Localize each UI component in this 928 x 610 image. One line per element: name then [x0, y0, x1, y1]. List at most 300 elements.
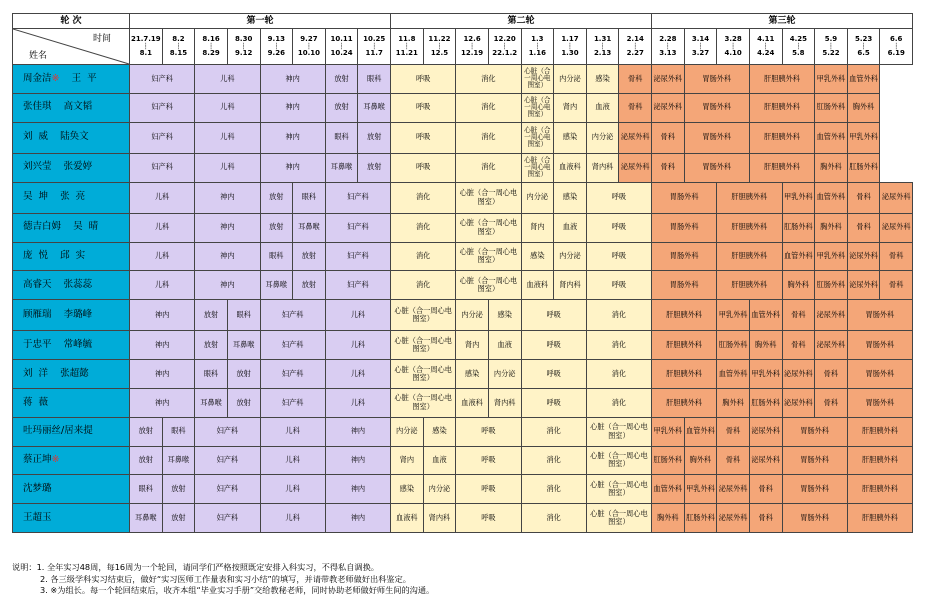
rotation-cell: 胸外科 [749, 331, 782, 360]
rotation-cell: 神内 [325, 475, 390, 504]
student-rows [13, 65, 913, 533]
date-range-4 [227, 29, 260, 65]
rotation-cell: 放射 [358, 153, 391, 182]
rotation-cell: 妇产科 [260, 388, 325, 417]
rotation-cell: 骨科 [880, 271, 913, 300]
round-1-header: 第一轮 [130, 14, 391, 29]
rotation-cell: 感染 [423, 417, 456, 446]
name-gap [52, 309, 64, 320]
round-3-header: 第三轮 [652, 14, 913, 29]
rotation-cell: 消化 [391, 271, 456, 300]
rotation-cell: 妇产科 [195, 446, 260, 475]
name-gap [52, 161, 64, 172]
rotation-cell: 呼吸 [521, 388, 586, 417]
rotation-cell: 眼科 [260, 242, 293, 271]
student-name-cell [13, 122, 130, 153]
rotation-cell: 甲乳外科 [815, 242, 848, 271]
rotation-cell: 胃肠外科 [782, 446, 847, 475]
name-gap [48, 191, 60, 202]
date-start: 9.13 [267, 35, 285, 44]
rotation-cell: 儿科 [195, 153, 260, 182]
rotation-cell: 肝胆胰外科 [717, 271, 782, 300]
rotation-cell: 内分泌 [586, 122, 619, 153]
rotation-cell: 肛肠外科 [684, 504, 717, 533]
rotation-cell: 放射 [195, 300, 228, 331]
rotation-cell: 肛肠外科 [847, 153, 880, 182]
rotation-cell: 心脏（合一周心电图室） [521, 122, 554, 153]
student-name: 顾雁瑞 [23, 309, 52, 321]
rotation-cell: 血管外科 [684, 417, 717, 446]
rotation-cell: 神内 [195, 182, 260, 213]
rotation-cell: 妇产科 [195, 504, 260, 533]
student-row [13, 242, 913, 271]
rotation-cell: 感染 [521, 242, 554, 271]
date-start: 8.16 [202, 35, 220, 44]
rotation-cell: 肛肠外科 [815, 93, 848, 122]
rotation-cell: 眼科 [195, 360, 228, 389]
rotation-cell: 骨科 [619, 93, 652, 122]
student-name-cell [13, 242, 130, 271]
date-separator: ┆ [405, 42, 409, 50]
rotation-cell: 胸外科 [652, 504, 685, 533]
leader-mark: ※ [51, 454, 60, 466]
student-name: 周金洁 [23, 72, 52, 84]
rotation-cell: 骨科 [749, 504, 782, 533]
rotation-cell: 耳鼻喉 [358, 93, 391, 122]
rotation-cell: 妇产科 [130, 93, 195, 122]
rotation-cell: 呼吸 [391, 153, 456, 182]
rotation-cell: 泌尿外科 [619, 122, 652, 153]
rotation-cell: 肝胆胰外科 [847, 475, 912, 504]
rotation-cell: 血管外科 [652, 475, 685, 504]
student-name-cell [13, 182, 130, 213]
rotation-cell: 神内 [260, 65, 325, 94]
rotation-cell: 血管外科 [815, 182, 848, 213]
rotation-cell: 肾内科 [423, 504, 456, 533]
rotation-cell: 骨科 [847, 182, 880, 213]
rotation-cell: 骨科 [815, 360, 848, 389]
date-end: 12.5 [430, 48, 449, 57]
rotation-cell: 感染 [391, 475, 424, 504]
name-gap [48, 131, 60, 142]
student-row [13, 388, 913, 417]
rotation-cell: 心脏（合一周心电图室） [586, 417, 651, 446]
rotation-cell: 呼吸 [456, 504, 521, 533]
rotation-cell: 血液 [586, 93, 619, 122]
rotation-cell: 胃肠外科 [652, 242, 717, 271]
date-separator: ┆ [894, 42, 899, 50]
date-separator: ┆ [600, 42, 605, 50]
student-row [13, 182, 913, 213]
rotation-cell: 骨科 [847, 213, 880, 242]
rotation-cell: 心脏（合一周心电图室） [391, 360, 456, 389]
rotation-cell: 胃肠外科 [652, 271, 717, 300]
student-name-cell [13, 388, 130, 417]
rotation-cell: 胸外科 [684, 446, 717, 475]
rotation-cell: 妇产科 [325, 213, 390, 242]
rotation-cell: 呼吸 [391, 122, 456, 153]
name-gap [52, 339, 64, 350]
rotation-cell: 血管外科 [749, 300, 782, 331]
rotation-cell: 内分泌 [391, 417, 424, 446]
date-start: 5.23 [854, 35, 873, 44]
name-gap [61, 221, 73, 232]
date-range-8 [358, 29, 391, 65]
date-end: 22.1.2 [492, 48, 518, 57]
student-name: 于忠平 [23, 339, 52, 351]
rotation-cell: 肝胆胰外科 [717, 242, 782, 271]
student-name-2: 陆奂文 [60, 131, 89, 143]
date-start: 1.3 [531, 35, 544, 44]
rotation-cell: 心脏（合一周心电图室） [521, 153, 554, 182]
student-name-cell [13, 475, 130, 504]
rotation-cell: 眼科 [293, 182, 326, 213]
rotation-cell: 眼科 [162, 417, 195, 446]
date-start: 10.11 [330, 35, 353, 44]
student-row [13, 417, 913, 446]
date-start: 8.30 [235, 35, 253, 44]
student-name: 张佳琪 [23, 101, 52, 113]
student-name-cell [13, 300, 130, 331]
rotation-cell: 放射 [293, 242, 326, 271]
rotation-cell: 甲乳外科 [847, 122, 880, 153]
rotation-cell: 耳鼻喉 [162, 446, 195, 475]
rotation-cell: 放射 [325, 65, 358, 94]
date-header-row [13, 29, 913, 65]
date-separator: ┆ [470, 42, 474, 50]
rotation-cell: 内分泌 [521, 182, 554, 213]
rotation-cell: 肝胆胰外科 [652, 300, 717, 331]
rotation-cell: 泌尿外科 [880, 213, 913, 242]
rotation-cell: 儿科 [260, 417, 325, 446]
rotation-cell: 呼吸 [521, 360, 586, 389]
name-gap [48, 368, 60, 379]
rotation-cell: 泌尿外科 [652, 65, 685, 94]
rotation-cell: 肾内科 [554, 271, 587, 300]
rotation-cell: 胃肠外科 [782, 475, 847, 504]
date-start: 2.14 [626, 35, 644, 44]
rotation-cell: 神内 [195, 213, 260, 242]
rotation-cell: 消化 [586, 388, 651, 417]
rotation-cell: 放射 [227, 388, 260, 417]
round-2-header: 第二轮 [391, 14, 652, 29]
student-name-2: 张爱婷 [63, 161, 93, 173]
date-end: 8.15 [169, 48, 188, 57]
rotation-cell: 血液科 [554, 153, 587, 182]
rotation-cell: 骨科 [717, 446, 750, 475]
student-name-2: 张 亮 [60, 191, 86, 203]
rotation-cell: 妇产科 [195, 475, 260, 504]
rotation-cell: 血液科 [521, 271, 554, 300]
student-name-2: 李璐峰 [63, 309, 93, 321]
rotation-cell: 内分泌 [423, 475, 456, 504]
rotation-cell: 儿科 [130, 213, 195, 242]
rotation-cell: 肝胆胰外科 [717, 213, 782, 242]
rotation-cell: 消化 [456, 153, 521, 182]
date-start: 1.31 [593, 35, 612, 44]
date-end: 2.27 [626, 48, 644, 57]
corner-round-label: 轮 次 [13, 14, 130, 29]
rotation-cell: 妇产科 [130, 122, 195, 153]
date-end: 8.1 [139, 48, 153, 57]
rotation-cell: 肛肠外科 [652, 446, 685, 475]
date-range-5 [260, 29, 293, 65]
rotation-cell: 妇产科 [195, 417, 260, 446]
corner-cell [13, 29, 130, 65]
rotation-cell: 神内 [325, 417, 390, 446]
rotation-cell: 呼吸 [391, 93, 456, 122]
rotation-cell: 神内 [325, 446, 390, 475]
rotation-cell: 放射 [162, 504, 195, 533]
date-separator: ┆ [731, 42, 735, 50]
rotation-cell: 消化 [586, 331, 651, 360]
student-name: 沈梦璐 [23, 483, 52, 495]
rotation-cell: 泌尿外科 [717, 475, 750, 504]
name-gap [52, 279, 64, 290]
rotation-cell: 眼科 [358, 65, 391, 94]
rotation-cell: 消化 [456, 65, 521, 94]
student-name: 德吉白姆 [23, 221, 62, 233]
rotation-cell: 心脏（合一周心电图室） [521, 65, 554, 94]
rotation-cell: 内分泌 [554, 65, 587, 94]
date-separator: ┆ [209, 42, 213, 50]
rotation-cell: 泌尿外科 [782, 388, 815, 417]
date-end: 5.22 [822, 48, 840, 57]
rotation-cell: 神内 [130, 300, 195, 331]
rotation-cell: 儿科 [195, 65, 260, 94]
rotation-cell: 感染 [554, 182, 587, 213]
rotation-cell: 肛肠外科 [815, 271, 848, 300]
rotation-cell: 血管外科 [717, 360, 750, 389]
student-row [13, 122, 913, 153]
rotation-cell: 呼吸 [586, 213, 651, 242]
rotation-cell: 耳鼻喉 [293, 213, 326, 242]
rotation-cell: 耳鼻喉 [325, 153, 358, 182]
rotation-cell: 泌尿外科 [815, 300, 848, 331]
date-separator: ┆ [535, 42, 540, 50]
rotation-cell: 放射 [195, 331, 228, 360]
rotation-cell: 泌尿外科 [749, 417, 782, 446]
rotation-cell: 肛肠外科 [749, 388, 782, 417]
date-range-10 [423, 29, 456, 65]
rotation-cell: 呼吸 [586, 271, 651, 300]
rotation-cell: 神内 [260, 153, 325, 182]
rotation-cell: 放射 [130, 417, 163, 446]
rotation-cell: 消化 [391, 182, 456, 213]
student-name: 王超玉 [23, 511, 52, 523]
date-separator: ┆ [666, 42, 670, 50]
rotation-cell: 胃肠外科 [684, 93, 749, 122]
student-row [13, 93, 913, 122]
rotation-cell: 血管外科 [847, 65, 880, 94]
rotation-cell: 放射 [260, 213, 293, 242]
rotation-cell: 甲乳外科 [782, 182, 815, 213]
date-range-2 [162, 29, 195, 65]
rotation-cell: 儿科 [260, 475, 325, 504]
rotation-cell: 消化 [391, 242, 456, 271]
date-separator: ┆ [437, 42, 442, 50]
rotation-cell: 妇产科 [260, 300, 325, 331]
rotation-cell: 胸外科 [782, 271, 815, 300]
date-range-24 [880, 29, 913, 65]
date-range-6 [293, 29, 326, 65]
date-range-23 [847, 29, 880, 65]
date-range-15 [586, 29, 619, 65]
rotation-cell: 肛肠外科 [782, 213, 815, 242]
rotation-cell: 消化 [586, 360, 651, 389]
rotation-cell: 骨科 [652, 153, 685, 182]
date-range-22 [815, 29, 848, 65]
rotation-cell: 血管外科 [815, 122, 848, 153]
rotation-cell: 呼吸 [586, 242, 651, 271]
rotation-cell: 消化 [521, 446, 586, 475]
student-name-2: 常峰毓 [63, 339, 93, 351]
corner-time-label: 时间 [92, 34, 111, 44]
rotation-cell: 呼吸 [456, 446, 521, 475]
rotation-cell: 眼科 [325, 122, 358, 153]
rotation-cell: 内分泌 [554, 242, 587, 271]
date-range-14 [554, 29, 587, 65]
rotation-cell: 放射 [130, 446, 163, 475]
rotation-cell: 肝胆胰外科 [652, 331, 717, 360]
date-start: 9.27 [300, 35, 318, 44]
date-range-1 [130, 29, 163, 65]
rotation-cell: 骨科 [880, 242, 913, 271]
rotation-cell: 肝胆胰外科 [652, 360, 717, 389]
leader-mark: ※ [51, 72, 60, 84]
rotation-cell: 儿科 [260, 504, 325, 533]
date-start: 10.25 [363, 35, 386, 44]
rotation-cell: 心脏（合一周心电图室） [586, 504, 651, 533]
rotation-cell: 肾内 [554, 93, 587, 122]
student-row [13, 360, 913, 389]
date-range-9 [391, 29, 424, 65]
student-name: 高睿天 [23, 279, 52, 291]
date-range-3 [195, 29, 228, 65]
date-end: 10.24 [330, 48, 353, 57]
rotation-cell: 泌尿外科 [880, 182, 913, 213]
rotation-cell: 肝胆胰外科 [717, 182, 782, 213]
student-name-cell [13, 65, 130, 94]
date-range-20 [749, 29, 782, 65]
rotation-cell: 血液科 [391, 504, 424, 533]
rotation-cell: 泌尿外科 [717, 504, 750, 533]
rotation-cell: 消化 [521, 504, 586, 533]
rotation-cell: 儿科 [195, 93, 260, 122]
rotation-cell: 眼科 [227, 300, 260, 331]
rotation-cell: 胃肠外科 [652, 213, 717, 242]
rotation-cell: 呼吸 [521, 331, 586, 360]
rotation-cell: 放射 [162, 475, 195, 504]
rotation-cell: 感染 [554, 122, 587, 153]
student-name-cell [13, 93, 130, 122]
rotation-cell: 儿科 [195, 122, 260, 153]
rotation-cell: 胸外科 [815, 153, 848, 182]
rotation-cell: 心脏（合一周心电图室） [521, 93, 554, 122]
rotation-cell: 骨科 [652, 122, 685, 153]
rotation-cell: 胃肠外科 [652, 182, 717, 213]
date-start: 11.22 [428, 35, 451, 44]
date-separator: ┆ [568, 42, 572, 50]
rotation-cell: 儿科 [325, 360, 390, 389]
date-start: 4.25 [789, 35, 807, 44]
date-range-21 [782, 29, 815, 65]
student-name-cell [13, 360, 130, 389]
date-range-7 [325, 29, 358, 65]
rotation-cell: 肾内 [391, 446, 424, 475]
rotation-cell: 骨科 [619, 65, 652, 94]
rotation-cell: 甲乳外科 [815, 65, 848, 94]
rotation-cell: 感染 [586, 65, 619, 94]
rotation-cell: 心脏（合一周心电图室） [391, 331, 456, 360]
rotation-cell: 血液 [554, 213, 587, 242]
date-separator: ┆ [763, 42, 768, 50]
student-name-2: 吴 晴 [73, 221, 99, 233]
date-end: 11.7 [365, 48, 383, 57]
rotation-cell: 妇产科 [325, 271, 390, 300]
rotation-cell: 肾内科 [488, 388, 521, 417]
rotation-cell: 血管外科 [782, 242, 815, 271]
rotation-cell: 骨科 [782, 300, 815, 331]
rotation-cell: 心脏（合一周心电图室） [456, 182, 521, 213]
student-row [13, 475, 913, 504]
student-name-cell [13, 446, 130, 475]
rotation-cell: 胃肠外科 [847, 331, 912, 360]
rotation-cell: 心脏（合一周心电图室） [586, 475, 651, 504]
student-name-cell [13, 331, 130, 360]
rotation-cell: 肝胆胰外科 [847, 446, 912, 475]
student-name: 吐玛丽丝/居来提 [23, 425, 93, 437]
rotation-cell: 神内 [195, 242, 260, 271]
rotation-cell: 肾内科 [586, 153, 619, 182]
rotation-cell: 泌尿外科 [782, 360, 815, 389]
rotation-cell: 泌尿外科 [815, 331, 848, 360]
rotation-cell: 妇产科 [130, 65, 195, 94]
rotation-cell: 儿科 [325, 388, 390, 417]
note-3: 3. ※为组长。每一个轮回结束后，收齐本组“毕业实习手册”交给教秘老师，同时协助老师做好师生间的沟通。 [40, 585, 435, 596]
rotation-schedule-table [12, 13, 913, 533]
date-separator: ┆ [176, 42, 181, 50]
rotation-cell: 感染 [488, 300, 521, 331]
date-end: 6.19 [887, 48, 905, 57]
student-name-2: 张超懿 [60, 367, 89, 379]
date-start: 6.6 [890, 35, 903, 44]
date-end: 1.16 [528, 48, 546, 57]
rotation-cell: 呼吸 [586, 182, 651, 213]
student-name-cell [13, 504, 130, 533]
rotation-cell: 甲乳外科 [652, 417, 685, 446]
rotation-cell: 耳鼻喉 [260, 271, 293, 300]
date-end: 5.8 [792, 48, 805, 57]
rotation-cell: 妇产科 [325, 182, 390, 213]
date-start: 3.14 [691, 35, 710, 44]
rotation-cell: 内分泌 [488, 360, 521, 389]
rotation-cell: 肝胆胰外科 [749, 93, 814, 122]
date-separator: ┆ [372, 42, 376, 50]
rotation-cell: 儿科 [130, 182, 195, 213]
date-separator: ┆ [502, 42, 507, 50]
rotation-cell: 消化 [521, 417, 586, 446]
note-1: 说明：1. 全年实习48周，每16周为一个轮回，请同学们严格按照既定安排入科实习，不得私自调换。 [12, 562, 379, 572]
date-start: 12.6 [463, 35, 481, 44]
name-gap [52, 101, 64, 112]
rotation-cell: 泌尿外科 [847, 242, 880, 271]
date-separator: ┆ [698, 42, 703, 50]
corner-name-label: 姓名 [29, 50, 48, 61]
date-end: 2.13 [593, 48, 612, 57]
rotation-cell: 泌尿外科 [847, 271, 880, 300]
student-name-2: 张蕊蕊 [63, 279, 93, 291]
